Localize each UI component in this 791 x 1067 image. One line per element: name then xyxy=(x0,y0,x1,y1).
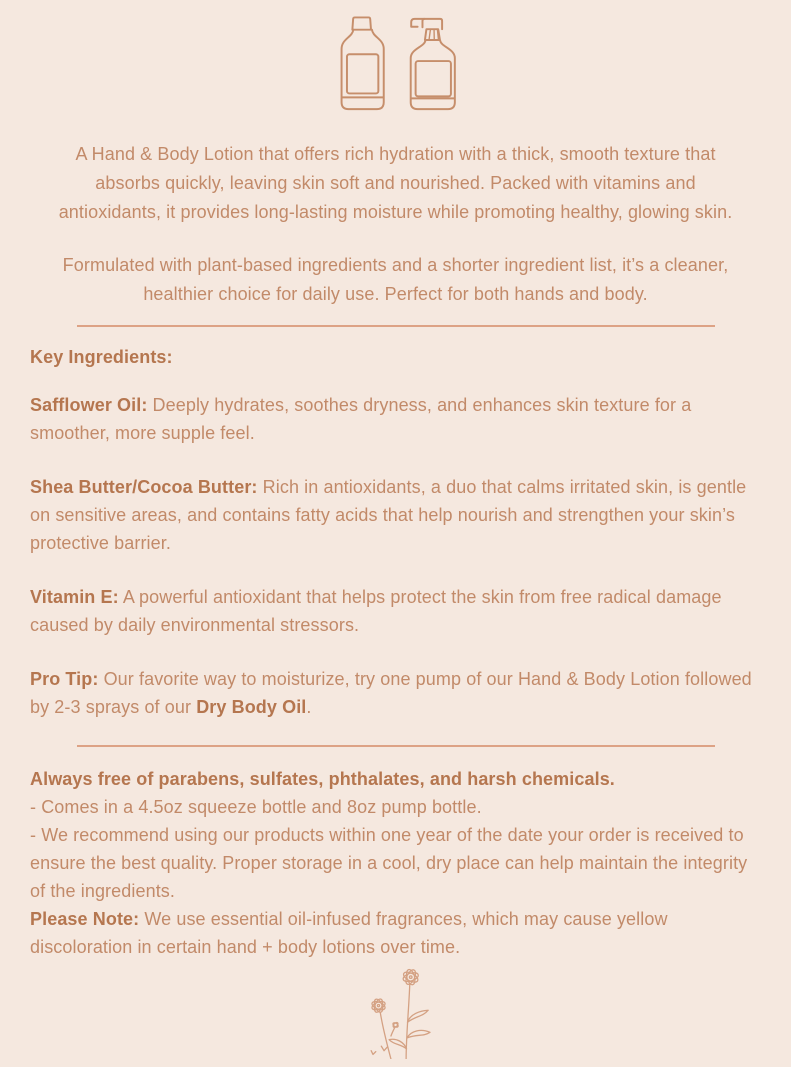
pro-tip-text-end: . xyxy=(306,697,312,717)
intro-paragraph-1: A Hand & Body Lotion that offers rich hydration with a thick, smooth texture that absorbs quickly, leaving skin soft and nourished. Packed with vitamins and antioxidants, it provides long-lasting moisture while promoting healthy, glowing skin. xyxy=(58,144,733,222)
key-ingredients-section xyxy=(30,343,761,721)
ingredient-item-vitamin-e xyxy=(30,583,761,639)
intro-paragraph-2: Formulated with plant-based ingredients and a shorter ingredient list, it’s a cleaner, healthier choice for daily use. Perfect for both hands and body. xyxy=(62,255,729,304)
ingredient-item-safflower-oil xyxy=(30,391,761,447)
lotion-bottles-icon xyxy=(330,14,462,116)
ingredient-name: Vitamin E: xyxy=(30,587,119,607)
ingredient-description: Rich in antioxidants, a duo that calms irritated skin, is gentle on sensitive areas, and contains fatty acids that help nourish and strengthen your skin’s protective barrier. xyxy=(30,477,747,553)
dry-body-oil-highlight: Dry Body Oil xyxy=(196,697,307,717)
section-divider-bottom xyxy=(77,745,715,747)
note-bullet-2: - We recommend using our products within one year of the date your order is received to ensure the best quality. Proper storage in a cool, dry place can help maintain the integrity of the ingredients. xyxy=(30,825,748,901)
please-note-label: Please Note: xyxy=(30,909,140,929)
ingredient-description: Deeply hydrates, soothes dryness, and enhances skin texture for a smoother, more supple feel. xyxy=(30,395,692,443)
intro-section xyxy=(43,140,749,309)
ingredient-name: Shea Butter/Cocoa Butter: xyxy=(30,477,258,497)
key-ingredients-heading: Key Ingredients: xyxy=(30,347,173,367)
ingredient-item-shea-cocoa-butter xyxy=(30,473,761,557)
note-bullet-1: - Comes in a 4.5oz squeeze bottle and 8oz pump bottle. xyxy=(30,797,482,817)
flower-illustration-icon xyxy=(348,967,444,1059)
footer-illustration xyxy=(30,967,761,1067)
section-divider-top xyxy=(77,325,715,327)
ingredient-name: Safflower Oil: xyxy=(30,395,148,415)
pro-tip-text: Our favorite way to moisturize, try one pump of our Hand & Body Lotion followed by 2-3 sprays of our xyxy=(30,669,752,717)
please-note xyxy=(30,905,761,961)
header-illustration xyxy=(30,0,761,124)
free-of-line: Always free of parabens, sulfates, phthalates, and harsh chemicals. xyxy=(30,769,615,789)
pro-tip xyxy=(30,665,761,721)
product-notes-section xyxy=(30,765,761,961)
ingredient-description: A powerful antioxidant that helps protect the skin from free radical damage caused by daily environmental stressors. xyxy=(30,587,722,635)
please-note-text: We use essential oil-infused fragrances, which may cause yellow discoloration in certain hand + body lotions over time. xyxy=(30,909,668,957)
pro-tip-label: Pro Tip: xyxy=(30,669,99,689)
